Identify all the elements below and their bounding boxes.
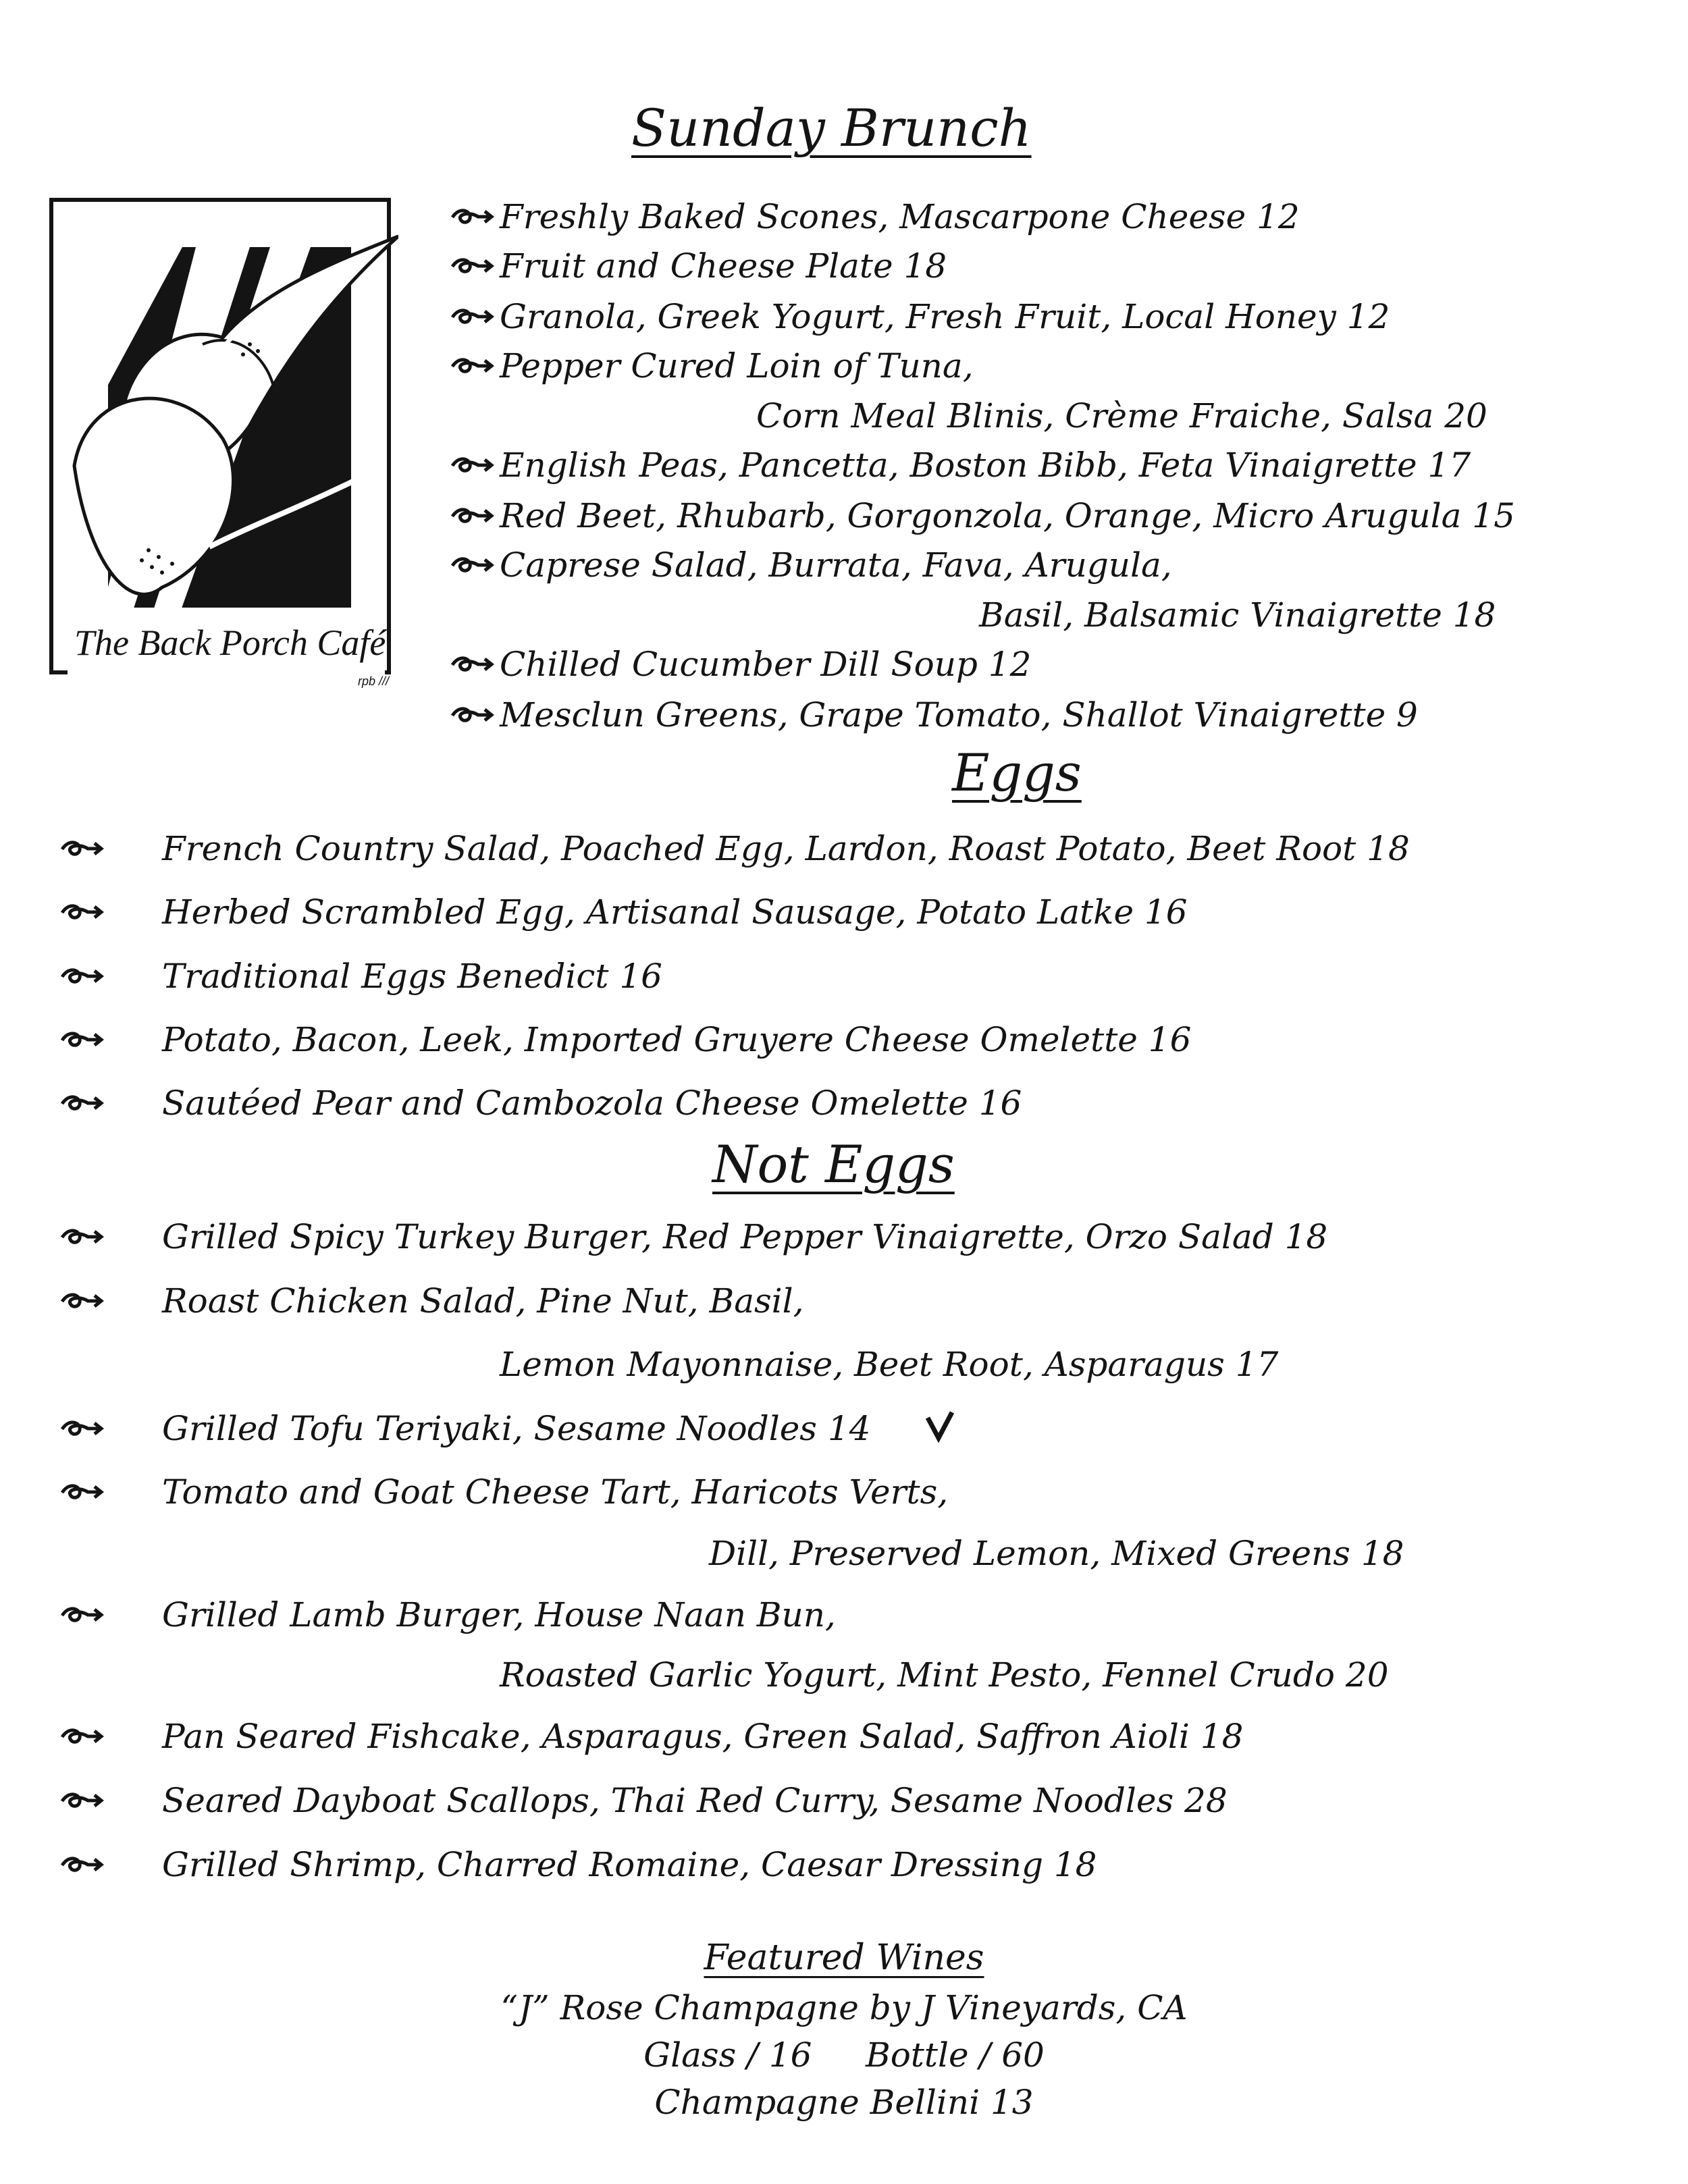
brunch-title: Sunday Brunch [631, 98, 1032, 158]
wine-line-1: “J” Rose Champagne by J Vineyards, CA [500, 1988, 1188, 2027]
not-eggs-item-5-line-2: Roasted Garlic Yogurt, Mint Pesto, Fennel Crudo 20 [500, 1655, 1389, 1695]
curl-arrow-icon [451, 356, 494, 377]
curl-arrow-icon [61, 1030, 104, 1050]
brunch-item-4-line-2: Corn Meal Blinis, Crème Fraiche, Salsa 20 [756, 396, 1487, 435]
curl-arrow-icon [451, 207, 494, 228]
wine-line-2: Glass / 16 Bottle / 60 [643, 2035, 1045, 2075]
eggs-item-1: French Country Salad, Poached Egg, Lardon, Roast Potato, Beet Root 18 [162, 829, 1410, 868]
curl-arrow-icon [451, 705, 494, 726]
not-eggs-item-2-line-1: Roast Chicken Salad, Pine Nut, Basil, [162, 1281, 804, 1321]
not-eggs-item-1: Grilled Spicy Turkey Burger, Red Pepper Vinaigrette, Orzo Salad 18 [162, 1217, 1328, 1256]
curl-arrow-icon [61, 1419, 104, 1439]
brunch-item-6: Red Beet, Rhubarb, Gorgonzola, Orange, Micro Arugula 15 [500, 496, 1515, 535]
eggs-title: Eggs [952, 743, 1082, 803]
not-eggs-item-2-line-2: Lemon Mayonnaise, Beet Root, Asparagus 17 [500, 1345, 1279, 1384]
curl-arrow-icon [451, 307, 494, 327]
curl-arrow-icon [61, 1727, 104, 1747]
not-eggs-item-4-line-2: Dill, Preserved Lemon, Mixed Greens 18 [709, 1534, 1404, 1573]
not-eggs-item-6: Pan Seared Fishcake, Asparagus, Green Salad, Saffron Aioli 18 [162, 1717, 1244, 1756]
wine-line-3: Champagne Bellini 13 [654, 2083, 1034, 2122]
brunch-item-7-line-1: Caprese Salad, Burrata, Fava, Arugula, [500, 545, 1172, 585]
curl-arrow-icon [451, 556, 494, 576]
curl-arrow-icon [61, 1227, 104, 1248]
not-eggs-title: Not Eggs [712, 1134, 955, 1194]
brunch-item-4-line-1: Pepper Cured Loin of Tuna, [500, 346, 974, 385]
curl-arrow-icon [451, 257, 494, 277]
eggs-item-3: Traditional Eggs Benedict 16 [162, 957, 662, 996]
curl-arrow-icon [61, 839, 104, 859]
brunch-item-2: Fruit and Cheese Plate 18 [500, 246, 947, 286]
eggs-item-4: Potato, Bacon, Leek, Imported Gruyere Cheese Omelette 16 [162, 1020, 1192, 1059]
back-porch-cafe-logo [47, 182, 398, 695]
check-mark-icon [925, 1410, 955, 1443]
curl-arrow-icon [451, 506, 494, 527]
featured-wines-title: Featured Wines [704, 1938, 984, 1978]
curl-arrow-icon [61, 1094, 104, 1114]
brunch-item-3: Granola, Greek Yogurt, Fresh Fruit, Local Honey 12 [500, 297, 1390, 336]
not-eggs-item-3: Grilled Tofu Teriyaki, Sesame Noodles 14 [162, 1409, 871, 1448]
curl-arrow-icon [451, 456, 494, 476]
logo-artist-mark: rpb /// [358, 674, 390, 688]
not-eggs-item-7: Seared Dayboat Scallops, Thai Red Curry, Sesame Noodles 28 [162, 1781, 1228, 1820]
curl-arrow-icon [451, 655, 494, 675]
curl-arrow-icon [61, 1791, 104, 1811]
eggs-item-5: Sautéed Pear and Cambozola Cheese Omelette 16 [162, 1084, 1022, 1123]
brunch-item-9: Mesclun Greens, Grape Tomato, Shallot Vinaigrette 9 [500, 695, 1418, 735]
not-eggs-item-4-line-1: Tomato and Goat Cheese Tart, Haricots Verts, [162, 1472, 949, 1512]
brunch-item-1: Freshly Baked Scones, Mascarpone Cheese 12 [500, 197, 1300, 236]
not-eggs-item-8: Grilled Shrimp, Charred Romaine, Caesar Dressing 18 [162, 1845, 1097, 1884]
logo-name: The Back Porch Café [74, 622, 386, 663]
not-eggs-item-5-line-1: Grilled Lamb Burger, House Naan Bun, [162, 1595, 836, 1634]
brunch-item-5: English Peas, Pancetta, Boston Bibb, Feta Vinaigrette 17 [500, 446, 1471, 485]
curl-arrow-icon [61, 1291, 104, 1312]
curl-arrow-icon [61, 1605, 104, 1626]
brunch-item-7-line-2: Basil, Balsamic Vinaigrette 18 [979, 595, 1496, 635]
curl-arrow-icon [61, 967, 104, 987]
curl-arrow-icon [61, 1483, 104, 1503]
curl-arrow-icon [61, 1855, 104, 1875]
eggs-item-2: Herbed Scrambled Egg, Artisanal Sausage, Potato Latke 16 [162, 893, 1188, 932]
brunch-item-8: Chilled Cucumber Dill Soup 12 [500, 645, 1032, 684]
curl-arrow-icon [61, 903, 104, 923]
